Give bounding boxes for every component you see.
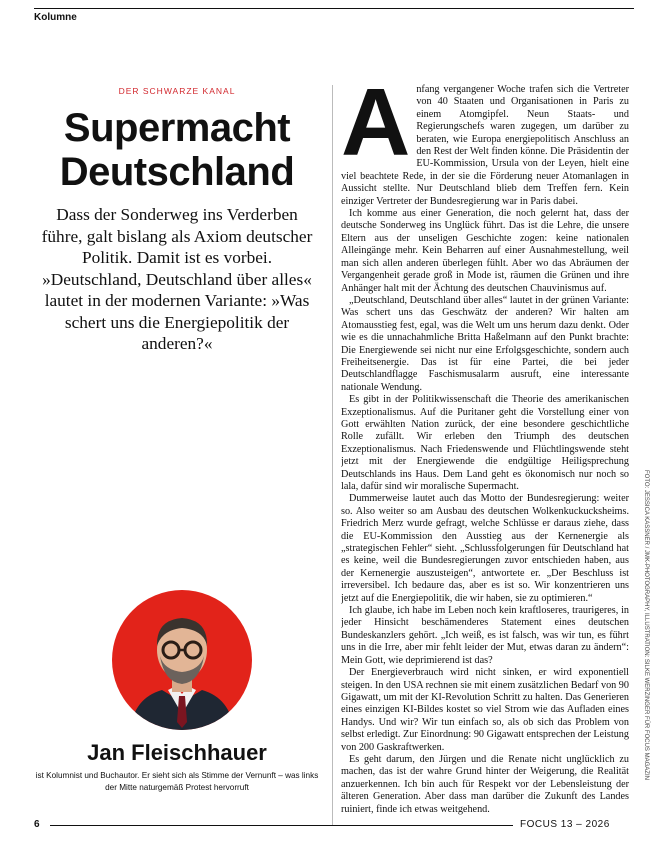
- drop-cap: A: [341, 84, 411, 176]
- page-number: 6: [34, 819, 40, 830]
- article-paragraph: „Deutschland, Deutschland über alles“ lautet in der grünen Variante: Was schert uns das Geschwätz der anderen? Wir halten am Atomausstieg fest, egal, was die Welt um uns herum dazu denkt. Oder wie es die unnachahmliche Britta Haßelmann auf den Punkt brachte: Die Energiewende sei nicht nur eine Erfolgsgeschichte, sondern auch Freiheitsenergie. Das ist für eine Partei, die bei jeder Deutschlandflagge Faschismusalarm ausruft, eine interessante nationale Wendung.: [341, 294, 629, 393]
- article-paragraph: Der Energieverbrauch wird nicht sinken, er wird exponentiell steigen. In den USA rechnen sie mit einem zusätzlichen Bedarf von 90 Gigawatt, um mit der KI-Revolution Schritt zu halten. Das Generieren eines einzigen KI-Bildes kostet so viel Strom wie das Aufladen eines Handys. Und wir? Wir tun einfach so, als ob sich das Problem von selbst erledigt. Zur Einordnung: 90 Gigawatt entsprechen der Leistung von 200 Gaskraftwerken.: [341, 667, 629, 753]
- article-paragraph: Es geht darum, den Jürgen und die Renate nicht unglücklich zu machen, das ist der wahre Grund hinter der Weigerung, die Realität anzuerkennen. Ich bin auch für Respekt vor der Lebensleistung der älteren Generation. Aber dass man darüber die Zukunft des Landes ruiniert, finde ich etwas weitgehend.: [341, 753, 629, 815]
- headline-line-1: Supermacht: [63, 106, 291, 150]
- column-kicker: DER SCHWARZE KANAL: [118, 86, 236, 96]
- headline-line-2: Deutschland: [59, 150, 295, 194]
- lead-paragraph: Dass der Sonderweg ins Verderben führe, galt bislang als Axiom deutscher Politik. Damit ist es vorbei. »Deutschland, Deutschland über alles« lautet in der modernen Variante: »Was schert uns die Energiepolitik der anderen?«: [41, 205, 313, 353]
- article-paragraph: Es gibt in der Politikwissenschaft die Theorie des amerikanischen Exzeptionalismus. Auf die Puritaner geht die Vorstellung einer von Gott erwählten Nation zurück, der eine besondere geschichtliche Rolle zufällt. Wir erleben den Triumph des deutschen Exzeptionalismus. Nach Friedenswende und Flüchtlingswende steht jetzt mit der Energiewende die endgültige Heiligsprechung Deutschlands ins Haus. Dem Land geht es ökonomisch nur noch so lala, dafür sind wir moralische Supermacht.: [341, 394, 629, 492]
- article-paragraph: nfang vergangener Woche trafen sich die Vertreter von 40 Staaten und Organisationen in Paris zu einem Atomgipfel. Neun Staats- und Regierungschefs waren zugegen, um darüber zu beraten, wie Europa energiepolitisch Anschluss an den Rest der Welt finden könne. Die Präsidentin der EU-Kommission, Ursula von der Leyen, hielt eine viel beachtete Rede, in der sie die Förderung neuer Atomanlagen in Aussicht stellte. Nur Deutschland blieb dem Treffen fern. Kein einziger Vertreter der Bundesregierung war in Paris dabei.: [341, 84, 629, 207]
- author-name: Jan Fleischhauer: [87, 740, 267, 765]
- column-divider: [332, 85, 333, 825]
- headline: [34, 106, 320, 194]
- photo-credit: [640, 470, 650, 800]
- article-paragraph: Ich komme aus einer Generation, die noch gelernt hat, dass der deutsche Sonderweg ins Unglück führt. Das ist die Lehre, die unsere Eltern aus der unseligen Geschichte zogen: keine nationalen Alleingänge mehr. Kein Beharren auf einer Ausnahmestellung, weil man sich allen anderen überlegen fühlt. Aber wo das Abräumen der Vergangenheit gerade groß in Mode ist, räumen die Grünen und ihre Anhänger halt mit der Ächtung des deutschen Chauvinismus auf.: [341, 208, 629, 294]
- author-portrait-illustration: [112, 590, 252, 730]
- photo-credit-text: FOTO: JESSICA KASSNER / JMK-PHOTOGRAPHY, ILLUSTRATION: SILKE WERZINGER FÜR FOCUS MAGAZIN: [643, 470, 649, 780]
- top-rule: [34, 8, 634, 9]
- footer-rule: [50, 825, 513, 826]
- article-paragraph: Ich glaube, ich habe im Leben noch kein kraftloseres, traurigeres, in jeder Hinsicht beschämenderes Statement eines deutschen Bundeskanzlers gehört. „Ich weiß, es ist falsch, was wir tun, es führt uns in die Irre, aber mir fehlt leider der Mut, etwas daran zu ändern“: Mein Gott, wie deprimierend ist das?: [341, 605, 629, 666]
- article-paragraph: Dummerweise lautet auch das Motto der Bundesregierung: weiter so. Also weiter so am Ausbau des deutschen Wolkenkuckucksheims. Friedrich Merz wurde gefragt, welche Schlüsse er daraus ziehe, dass die EU-Kommission den Ausstieg aus der Kernenergie als „strategischen Fehler“ sieht. „Schlussfolgerungen für Deutschland hat es keine, weil die Bundesregierungen zuvor entschieden haben, aus der Kernenergie auszusteigen“, antwortete er. „Der Beschluss ist irreversibel. Ich bedaure das, aber es ist so. Wir konzentrieren uns jetzt auf die Energiepolitik, die wir haben, sie zu optimieren.“: [341, 493, 629, 604]
- author-portrait: [112, 590, 252, 730]
- section-rubric: Kolumne: [34, 12, 77, 23]
- author-bio: ist Kolumnist und Buchautor. Er sieht sich als Stimme der Vernunft – was links der Mitte naturgemäß Protest hervorruft: [35, 771, 319, 792]
- article-body: [341, 84, 629, 826]
- issue-label: FOCUS 13 – 2026: [520, 819, 610, 830]
